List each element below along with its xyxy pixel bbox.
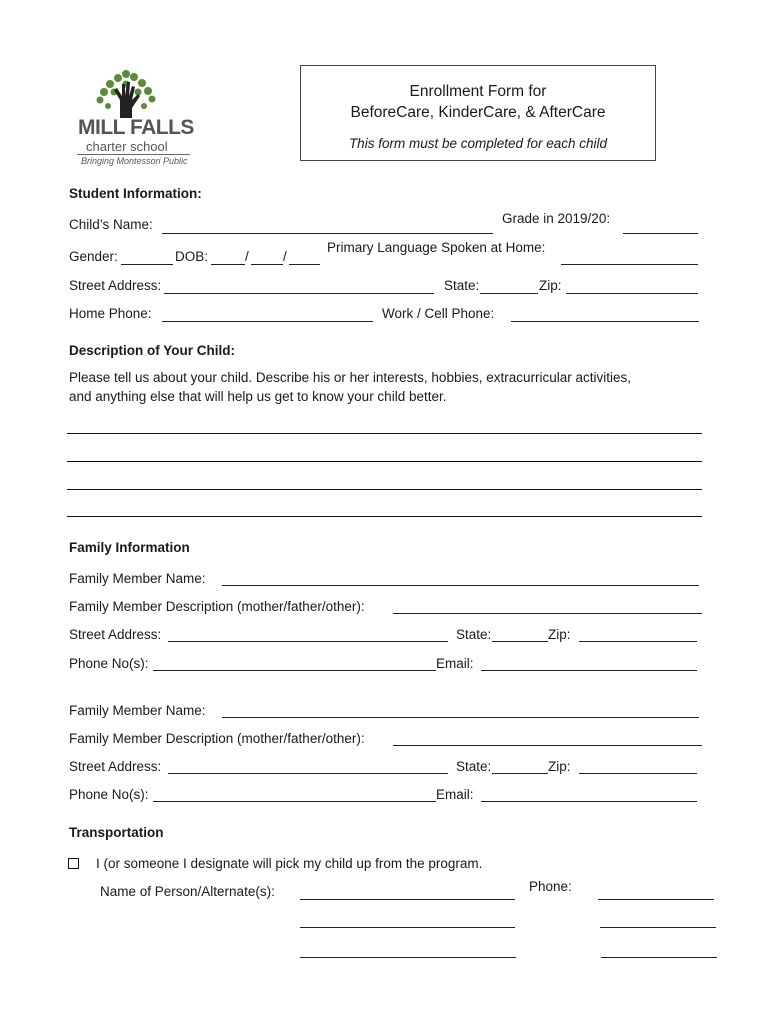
dob-separator: /	[283, 249, 287, 264]
family1-zip-field[interactable]	[579, 641, 697, 642]
description-text-line1: Please tell us about your child. Describe his or her interests, hobbies, extracurricular activities,	[69, 370, 632, 385]
family1-description-label: Family Member Description (mother/father/other):	[69, 599, 365, 614]
school-logo	[74, 66, 198, 170]
family1-street-label: Street Address:	[69, 627, 162, 642]
logo-subtitle: charter school	[86, 139, 168, 154]
alternate-phone-field[interactable]	[598, 899, 714, 900]
work-phone-field[interactable]	[511, 321, 699, 322]
family1-state-field[interactable]	[492, 641, 548, 642]
family1-description-field[interactable]	[393, 613, 702, 614]
childs-name-field[interactable]	[162, 233, 493, 234]
childs-name-label: Child’s Name:	[69, 217, 153, 232]
family2-description-label: Family Member Description (mother/father/other):	[69, 731, 365, 746]
family2-zip-label: Zip:	[548, 759, 571, 774]
form-title-line2: BeforeCare, KinderCare, & AfterCare	[350, 104, 606, 121]
student-state-field[interactable]	[480, 293, 538, 294]
form-note: This form must be completed for each child	[348, 136, 608, 151]
work-phone-label: Work / Cell Phone:	[382, 306, 495, 321]
alternate-name-field[interactable]	[300, 899, 515, 900]
dob-year-field[interactable]	[289, 264, 320, 265]
family2-email-field[interactable]	[481, 801, 697, 802]
grade-label: Grade in 2019/20:	[502, 211, 611, 226]
family2-email-label: Email:	[436, 787, 474, 802]
alternate-phone-field[interactable]	[601, 957, 717, 958]
family2-zip-field[interactable]	[579, 773, 697, 774]
student-street-field[interactable]	[164, 293, 434, 294]
alternate-name-label: Name of Person/Alternate(s):	[100, 884, 275, 899]
family2-name-field[interactable]	[222, 717, 699, 718]
gender-label: Gender:	[69, 249, 118, 264]
family1-street-field[interactable]	[168, 641, 448, 642]
family-info-heading: Family Information	[69, 540, 190, 555]
logo-rule	[77, 154, 190, 155]
student-zip-label: Zip:	[539, 278, 562, 293]
pickup-option-label: I (or someone I designate will pick my child up from the program.	[96, 856, 483, 871]
alternate-name-field[interactable]	[300, 927, 515, 928]
description-line[interactable]	[67, 489, 702, 490]
family1-name-field[interactable]	[222, 585, 699, 586]
family1-phone-label: Phone No(s):	[69, 656, 149, 671]
student-zip-field[interactable]	[566, 293, 698, 294]
tree-hand-icon	[74, 66, 198, 118]
dob-separator: /	[245, 249, 249, 264]
alternate-phone-field[interactable]	[600, 927, 716, 928]
primary-language-label: Primary Language Spoken at Home:	[327, 240, 546, 255]
family2-name-label: Family Member Name:	[69, 703, 206, 718]
dob-label: DOB:	[175, 249, 209, 264]
pickup-checkbox[interactable]	[68, 858, 79, 869]
family2-street-label: Street Address:	[69, 759, 162, 774]
family2-state-label: State:	[456, 759, 492, 774]
family1-name-label: Family Member Name:	[69, 571, 206, 586]
description-line[interactable]	[67, 516, 702, 517]
alternate-name-field[interactable]	[300, 957, 516, 958]
family1-phone-field[interactable]	[153, 670, 436, 671]
home-phone-label: Home Phone:	[69, 306, 152, 321]
family2-street-field[interactable]	[168, 773, 448, 774]
gender-field[interactable]	[121, 264, 173, 265]
student-street-label: Street Address:	[69, 278, 162, 293]
family2-phone-label: Phone No(s):	[69, 787, 149, 802]
family2-state-field[interactable]	[492, 773, 548, 774]
dob-month-field[interactable]	[211, 264, 245, 265]
dob-day-field[interactable]	[251, 264, 283, 265]
home-phone-field[interactable]	[162, 321, 373, 322]
primary-language-field[interactable]	[561, 264, 698, 265]
family1-email-field[interactable]	[481, 670, 697, 671]
form-title-box	[300, 65, 656, 161]
description-text-line2: and anything else that will help us get to know your child better.	[69, 389, 447, 404]
description-line[interactable]	[67, 433, 702, 434]
family1-state-label: State:	[456, 627, 492, 642]
grade-field[interactable]	[623, 233, 698, 234]
alternate-phone-label: Phone:	[529, 879, 572, 894]
logo-name: MILL FALLS	[78, 116, 194, 139]
logo-tagline: Bringing Montessori Public	[81, 156, 188, 166]
family2-phone-field[interactable]	[153, 801, 436, 802]
transportation-heading: Transportation	[69, 825, 164, 840]
description-heading: Description of Your Child:	[69, 343, 236, 358]
family1-email-label: Email:	[436, 656, 474, 671]
form-title-line1: Enrollment Form for	[409, 83, 547, 100]
description-line[interactable]	[67, 461, 702, 462]
student-info-heading: Student Information:	[69, 186, 202, 201]
student-state-label: State:	[444, 278, 480, 293]
family2-description-field[interactable]	[393, 745, 702, 746]
family1-zip-label: Zip:	[548, 627, 571, 642]
